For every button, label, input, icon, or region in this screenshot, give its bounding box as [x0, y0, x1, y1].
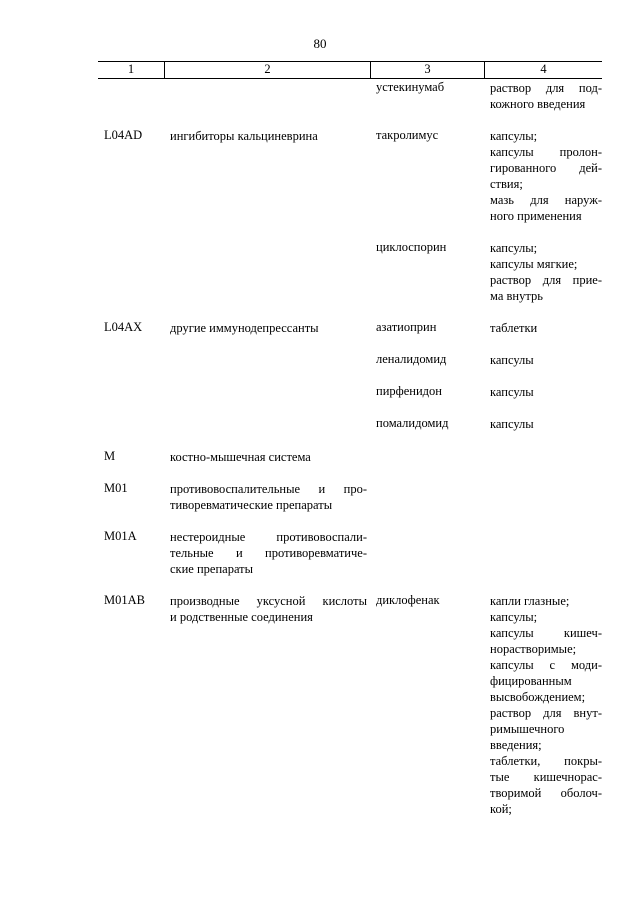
dosage-forms [490, 320, 602, 336]
substance-name: циклоспорин [376, 240, 447, 254]
dosage-form-line: капсулы кишеч- [490, 626, 602, 640]
dosage-form-line: раствор для прие- [490, 273, 602, 287]
dosage-form-line: капсулы [490, 385, 534, 399]
dosage-form-line: римышечного [490, 722, 565, 736]
atc-code: L04AD [104, 128, 143, 142]
dosage-form-line: капли глазные; [490, 594, 570, 608]
dosage-forms [490, 240, 602, 304]
dosage-form-line: введения; [490, 738, 542, 752]
substance-name: азатиоприн [376, 320, 437, 334]
table-header [98, 61, 602, 79]
dosage-form-line: раствор для под- [490, 81, 602, 95]
dosage-forms [490, 80, 602, 112]
substance-name: такролимус [376, 128, 439, 142]
dosage-form-line: раствор для внут- [490, 706, 602, 720]
dosage-form-line: таблетки [490, 321, 538, 335]
anatomical-group [170, 128, 367, 144]
dosage-form-line: кой; [490, 802, 512, 816]
dosage-form-line: ного применения [490, 209, 582, 223]
dosage-forms [490, 384, 602, 400]
atc-code: M01AB [104, 593, 145, 607]
anatomical-group [170, 320, 367, 336]
group-line: производные уксусной кислоты [170, 594, 367, 608]
page-number: 80 [313, 36, 327, 51]
anatomical-group [170, 449, 367, 465]
dosage-form-line: высвобождением; [490, 690, 586, 704]
atc-code: M01 [104, 481, 128, 495]
dosage-forms [490, 593, 602, 817]
dosage-form-line: ствия; [490, 177, 523, 191]
dosage-form-line: норастворимые; [490, 642, 577, 656]
group-line: другие иммунодепрессанты [170, 321, 319, 335]
dosage-forms [490, 128, 602, 224]
dosage-form-line: капсулы; [490, 241, 538, 255]
atc-code: M01A [104, 529, 137, 543]
anatomical-group [170, 593, 367, 625]
dosage-form-line: творимой оболоч- [490, 786, 602, 800]
substance-name: помалидомид [376, 416, 449, 430]
dosage-form-line: кожного введения [490, 97, 586, 111]
dosage-form-line: капсулы [490, 417, 534, 431]
dosage-form-line: капсулы мягкие; [490, 257, 578, 271]
dosage-form-line: капсулы; [490, 610, 538, 624]
dosage-form-line: ма внутрь [490, 289, 543, 303]
group-line: костно-мышечная система [170, 450, 311, 464]
header-col-1: 1 [127, 62, 135, 76]
substance-name: пирфенидон [376, 384, 442, 398]
group-line: противовоспалительные и про- [170, 482, 367, 496]
atc-code: M [104, 449, 116, 463]
dosage-form-line: гированного дей- [490, 161, 602, 175]
header-col-2: 2 [164, 62, 370, 78]
anatomical-group [170, 529, 367, 577]
dosage-form-line: тые кишечнорас- [490, 770, 602, 784]
substance-name: леналидомид [376, 352, 447, 366]
anatomical-group [170, 481, 367, 513]
dosage-form-line: таблетки, покры- [490, 754, 602, 768]
dosage-form-line: капсулы пролон- [490, 145, 602, 159]
group-line: тельные и противоревматиче- [170, 546, 367, 560]
group-line: нестероидные противовоспали- [170, 530, 367, 544]
header-col-3: 3 [370, 62, 484, 78]
group-line: ингибиторы кальциневрина [170, 129, 318, 143]
group-line: и родственные соединения [170, 610, 313, 624]
atc-code: L04AX [104, 320, 143, 334]
group-line: ские препараты [170, 562, 254, 576]
dosage-forms [490, 416, 602, 432]
substance-name: устекинумаб [376, 80, 445, 94]
substance-name: диклофенак [376, 593, 440, 607]
dosage-form-line: капсулы; [490, 129, 538, 143]
dosage-forms [490, 352, 602, 368]
dosage-form-line: фицированным [490, 674, 572, 688]
dosage-form-line: капсулы с моди- [490, 658, 602, 672]
group-line: тиворевматические препараты [170, 498, 333, 512]
dosage-form-line: капсулы [490, 353, 534, 367]
dosage-form-line: мазь для наруж- [490, 193, 602, 207]
header-col-4: 4 [484, 62, 602, 78]
